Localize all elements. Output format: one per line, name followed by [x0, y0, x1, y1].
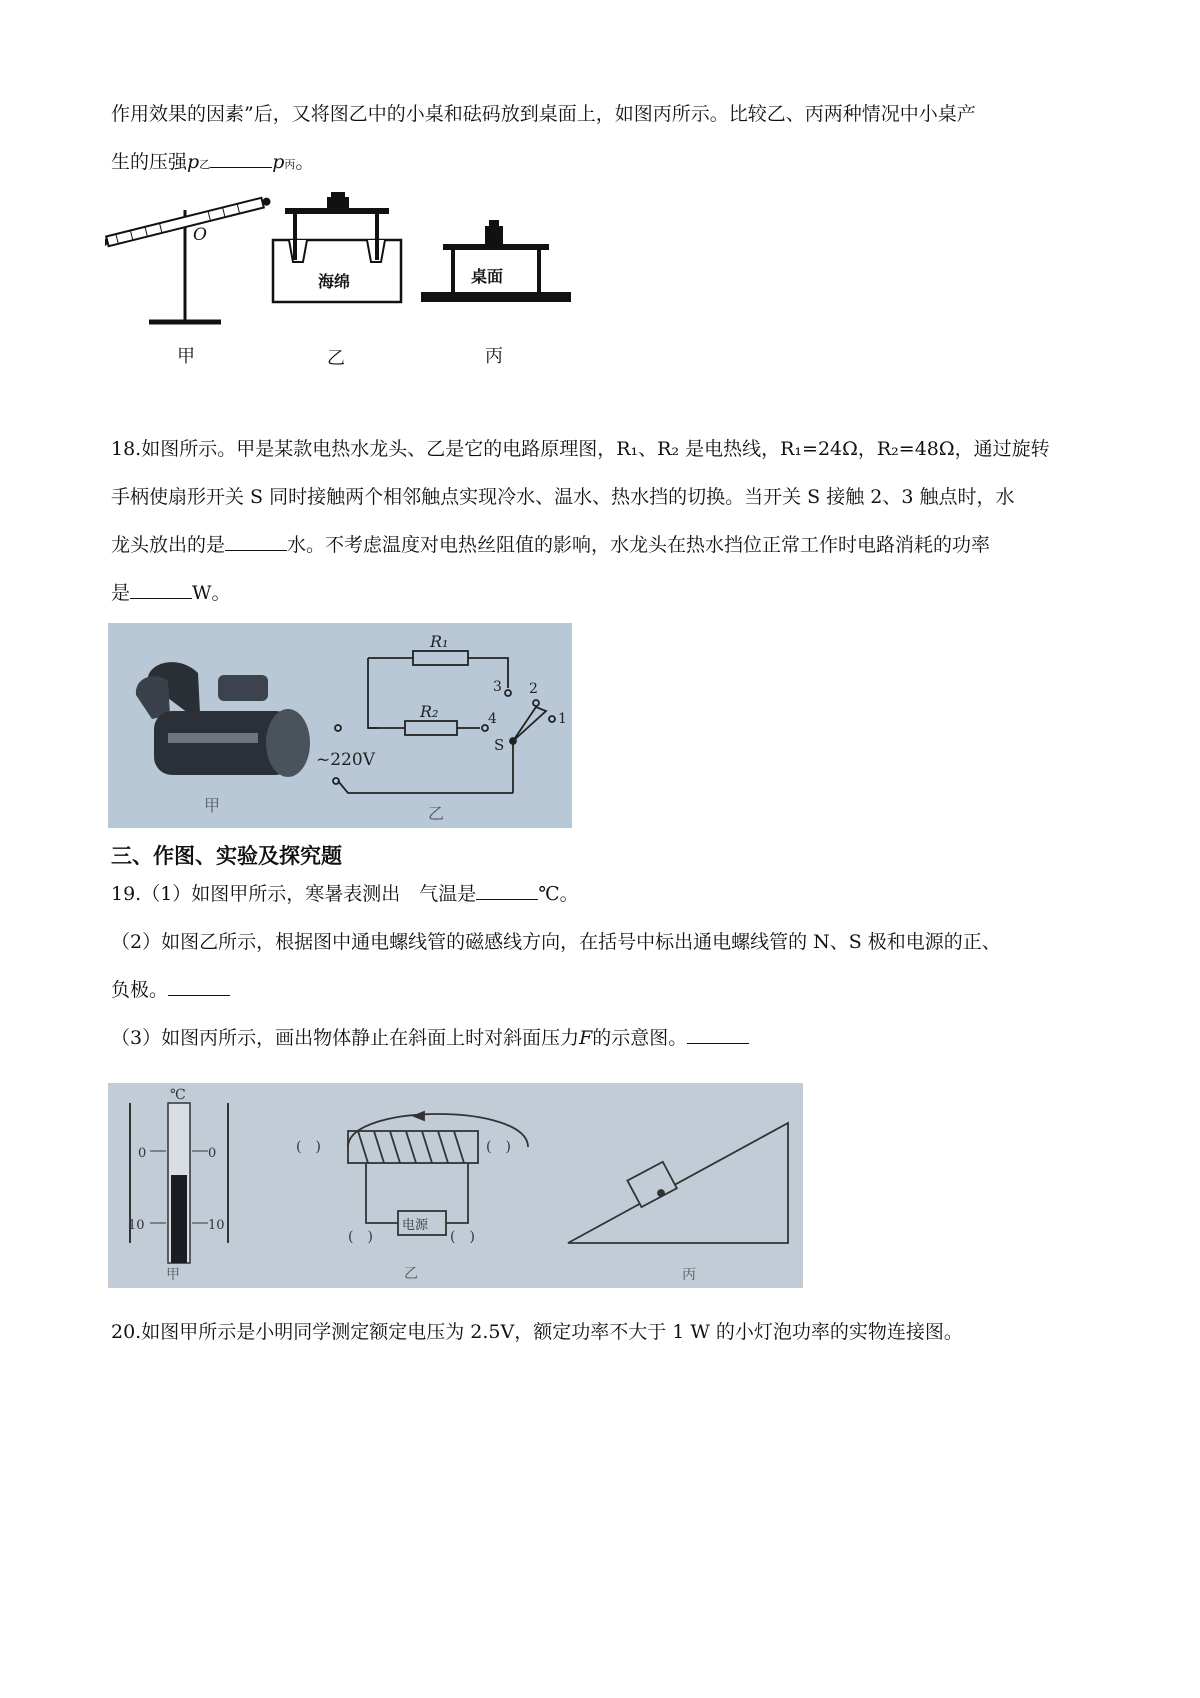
- q18-line3: 龙头放出的是 水。不考虑温度对电热丝阻值的影响，水龙头在热水挡位正常工作时电路消耗的功率: [111, 521, 1101, 569]
- q18-line4: 是 W。: [111, 569, 1101, 617]
- q18-answer-blank-2[interactable]: [130, 576, 192, 599]
- circuit-label-yi: 乙: [428, 804, 445, 823]
- tick-0-right: 0: [208, 1146, 217, 1161]
- r1-label: R₁: [430, 632, 449, 651]
- sponge-label: 海绵: [318, 272, 351, 291]
- contact-3: 3: [493, 679, 502, 695]
- q17-line1: 作用效果的因素”后，又将图乙中的小桌和砝码放到桌面上，如图丙所示。比较乙、丙两种情况中小桌产: [111, 103, 976, 125]
- lever-stand: [105, 196, 272, 367]
- table-on-desk: [421, 220, 571, 367]
- q17-text: [111, 90, 1101, 189]
- q19-part1: 19.（1）如图甲所示，寒暑表测出 气温是 ℃。: [111, 870, 1101, 918]
- power-source-label: 电源: [402, 1218, 429, 1233]
- tick-10-right: 10: [208, 1218, 225, 1233]
- contact-1: 1: [558, 711, 567, 727]
- switch-label: S: [494, 736, 505, 754]
- tick-0-left: 0: [138, 1146, 147, 1161]
- q18-line2: 手柄使扇形开关 S 同时接触两个相邻触点实现冷水、温水、热水挡的切换。当开关 S 接触 2、3 触点时，水: [111, 486, 1015, 508]
- label-bing: 丙: [485, 346, 503, 367]
- contact-2: 2: [529, 681, 538, 697]
- solenoid-label-yi: 乙: [404, 1266, 418, 1282]
- q18-text: [111, 425, 1101, 617]
- voltage-label: ~220V: [316, 750, 375, 770]
- q17-figure: [105, 190, 625, 380]
- q18-line1: 18.如图所示。甲是某款电热水龙头、乙是它的电路原理图，R₁、R₂ 是电热线，R₁=24Ω，R₂=48Ω，通过旋转: [111, 438, 1050, 460]
- q20-text: [111, 1308, 1101, 1356]
- thermometer-unit: ℃: [170, 1087, 186, 1103]
- q19-text: [111, 870, 1101, 1062]
- q19-figure: [108, 1083, 803, 1288]
- table-on-sponge: [273, 192, 401, 369]
- contact-4: 4: [488, 711, 497, 727]
- table-label: 桌面: [471, 267, 504, 286]
- q19-part3: （3）如图丙所示，画出物体静止在斜面上时对斜面压力F的示意图。: [111, 1014, 1101, 1062]
- q19-answer-blank-1[interactable]: [476, 877, 538, 900]
- q18-answer-blank-1[interactable]: [225, 528, 287, 551]
- bracket-right: ( ): [486, 1139, 511, 1155]
- section-heading: 三、作图、实验及探究题: [111, 844, 342, 868]
- q17-answer-blank[interactable]: [210, 145, 272, 168]
- bracket-left: ( ): [296, 1139, 321, 1155]
- thermometer-label-jia: 甲: [166, 1267, 180, 1283]
- r2-label: R₂: [420, 702, 439, 721]
- q19-part2-line1: （2）如图乙所示，根据图中通电螺线管的磁感线方向，在括号中标出通电螺线管的 N、S 极和电源的正、: [111, 931, 1001, 953]
- pivot-label: O: [193, 225, 207, 245]
- q19-answer-blank-3[interactable]: [687, 1021, 749, 1044]
- q18-figure: [108, 623, 572, 828]
- incline-label-bing: 丙: [682, 1267, 696, 1283]
- bracket-source-right: ( ): [450, 1229, 475, 1245]
- label-jia: 甲: [177, 346, 195, 367]
- q17-line2: 生的压强p乙 p丙。: [111, 138, 1101, 189]
- q20-line1: 20.如图甲所示是小明同学测定额定电压为 2.5V，额定功率不大于 1 W 的小灯泡功率的实物连接图。: [111, 1321, 963, 1343]
- faucet-label-jia: 甲: [204, 796, 221, 815]
- tick-10-left: 10: [128, 1218, 145, 1233]
- q19-answer-blank-2[interactable]: [168, 973, 230, 996]
- label-yi: 乙: [327, 348, 345, 369]
- q19-part2-line2: 负极。: [111, 966, 1101, 1014]
- bracket-source-left: ( ): [348, 1229, 373, 1245]
